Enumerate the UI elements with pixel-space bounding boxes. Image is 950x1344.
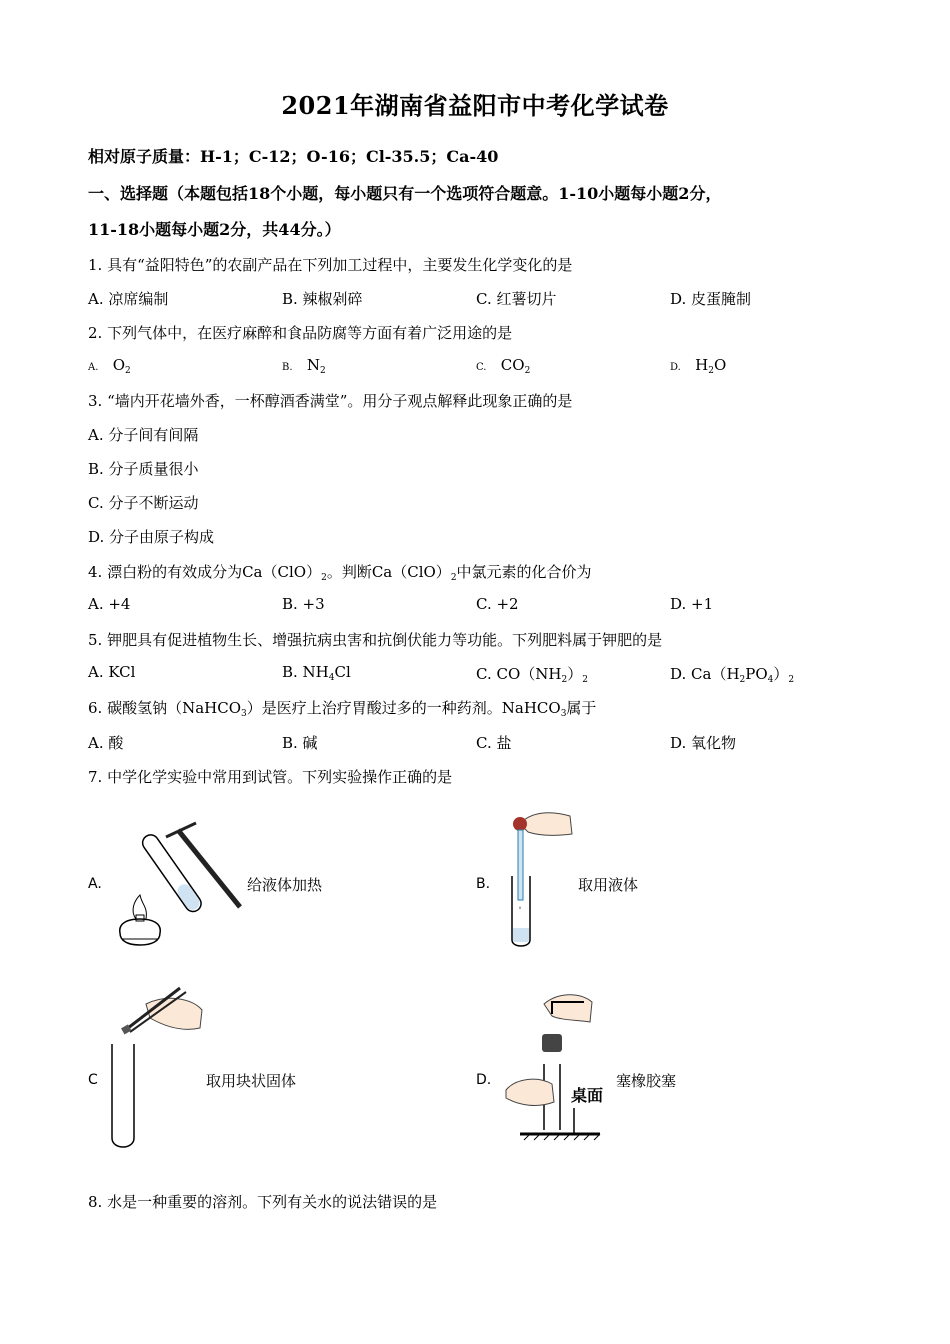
figure-b-taking-liquid <box>500 806 580 952</box>
figure-d-letter: D. <box>476 1072 492 1088</box>
question-1-stem: 1. 具有“益阳特色”的农副产品在下列加工过程中，主要发生化学变化的是 <box>88 256 573 274</box>
question-2-option-c: C. $CO_2$ <box>476 356 531 376</box>
dropper-icon <box>518 830 523 900</box>
question-3-option-d: D. 分子由原子构成 <box>88 528 215 546</box>
question-5-option-b: B. $NH_4Cl$ <box>282 663 351 683</box>
page-title: 2021年湖南省益阳市中考化学试卷 <box>281 91 669 120</box>
test-tube-icon <box>112 1044 134 1147</box>
figure-a-letter: A. <box>88 876 102 892</box>
question-2-option-a: A. $O_2$ <box>88 356 131 376</box>
figure-a-caption: 给液体加热 <box>247 876 323 894</box>
figure-d-inserting-stopper <box>500 990 610 1150</box>
question-3-option-c: C. 分子不断运动 <box>88 494 199 512</box>
question-6-option-c: C. 盐 <box>476 734 512 752</box>
question-3-option-a: A. 分子间有间隔 <box>88 426 199 444</box>
atomic-mass-line: 相对原子质量：H-1；C-12；O-16；Cl-35.5；Ca-40 <box>88 147 499 166</box>
question-1-option-d: D. 皮蛋腌制 <box>670 290 752 308</box>
figure-c-caption: 取用块状固体 <box>206 1072 297 1090</box>
question-7-stem: 7. 中学化学实验中常用到试管。下列实验操作正确的是 <box>88 768 453 786</box>
question-5-stem: 5. 钾肥具有促进植物生长、增强抗病虫害和抗倒伏能力等功能。下列肥料属于钾肥的是 <box>88 631 663 649</box>
question-3-stem: 3. “墙内开花墙外香，一杯醇酒香满堂”。用分子观点解释此现象正确的是 <box>88 392 573 410</box>
question-6-option-a: A. 酸 <box>88 734 124 752</box>
question-4-option-d: D. +1 <box>670 595 714 613</box>
section-heading-line1: 一、选择题（本题包括18个小题，每小题只有一个选项符合题意。1-10小题每小题2分， <box>88 184 722 203</box>
figure-b-letter: B. <box>476 876 491 892</box>
question-5-option-d: D. $Ca(H_2PO_4)_2$ <box>670 665 795 685</box>
question-2-option-d: D. $H_2O$ <box>670 356 727 376</box>
test-tube-icon <box>139 832 204 915</box>
question-1-option-b: B. 辣椒剁碎 <box>282 290 363 308</box>
hand-icon <box>506 1079 554 1105</box>
figure-d-caption: 塞橡胶塞 <box>616 1072 677 1090</box>
question-1-option-a: A. 凉席编制 <box>88 290 169 308</box>
question-4-option-a: A. +4 <box>88 595 131 613</box>
figure-c-taking-block-solid <box>106 984 206 1150</box>
question-3-option-b: B. 分子质量很小 <box>88 460 199 478</box>
hand-icon <box>520 813 572 836</box>
question-5-option-c: C. $CO(NH_2)_2$ <box>476 665 588 685</box>
dropper-bulb-icon <box>513 817 527 831</box>
rubber-stopper-icon <box>542 1034 562 1052</box>
question-2-stem: 2. 下列气体中，在医疗麻醉和食品防腐等方面有着广泛用途的是 <box>88 324 513 342</box>
figure-a-heating-liquid <box>108 815 248 953</box>
question-5-option-a: A. KCl <box>88 663 136 681</box>
figure-d-table-label: 桌面 <box>571 1086 604 1105</box>
section-heading-line2: 11-18小题每小题2分，共44分。） <box>88 220 341 239</box>
question-4-option-c: C. +2 <box>476 595 519 613</box>
question-8-stem: 8. 水是一种重要的溶剂。下列有关水的说法错误的是 <box>88 1193 438 1211</box>
figure-c-letter: C <box>88 1072 98 1088</box>
question-6-option-b: B. 碱 <box>282 734 318 752</box>
question-6-option-d: D. 氧化物 <box>670 734 737 752</box>
question-4-stem: 4. 漂白粉的有效成分为$Ca(ClO)_2$。判断$Ca(ClO)_2$中氯元素的化合价为 <box>88 563 592 583</box>
question-4-option-b: B. +3 <box>282 595 325 613</box>
figure-b-caption: 取用液体 <box>578 876 639 894</box>
question-1-option-c: C. 红薯切片 <box>476 290 557 308</box>
alcohol-lamp-icon <box>120 919 161 945</box>
question-6-stem: 6. 碳酸氢钠（NaHCO$_3$）是医疗上治疗胃酸过多的一种药剂。NaHCO$_3$属于 <box>88 699 597 719</box>
question-2-option-b: B. $N_2$ <box>282 356 326 376</box>
